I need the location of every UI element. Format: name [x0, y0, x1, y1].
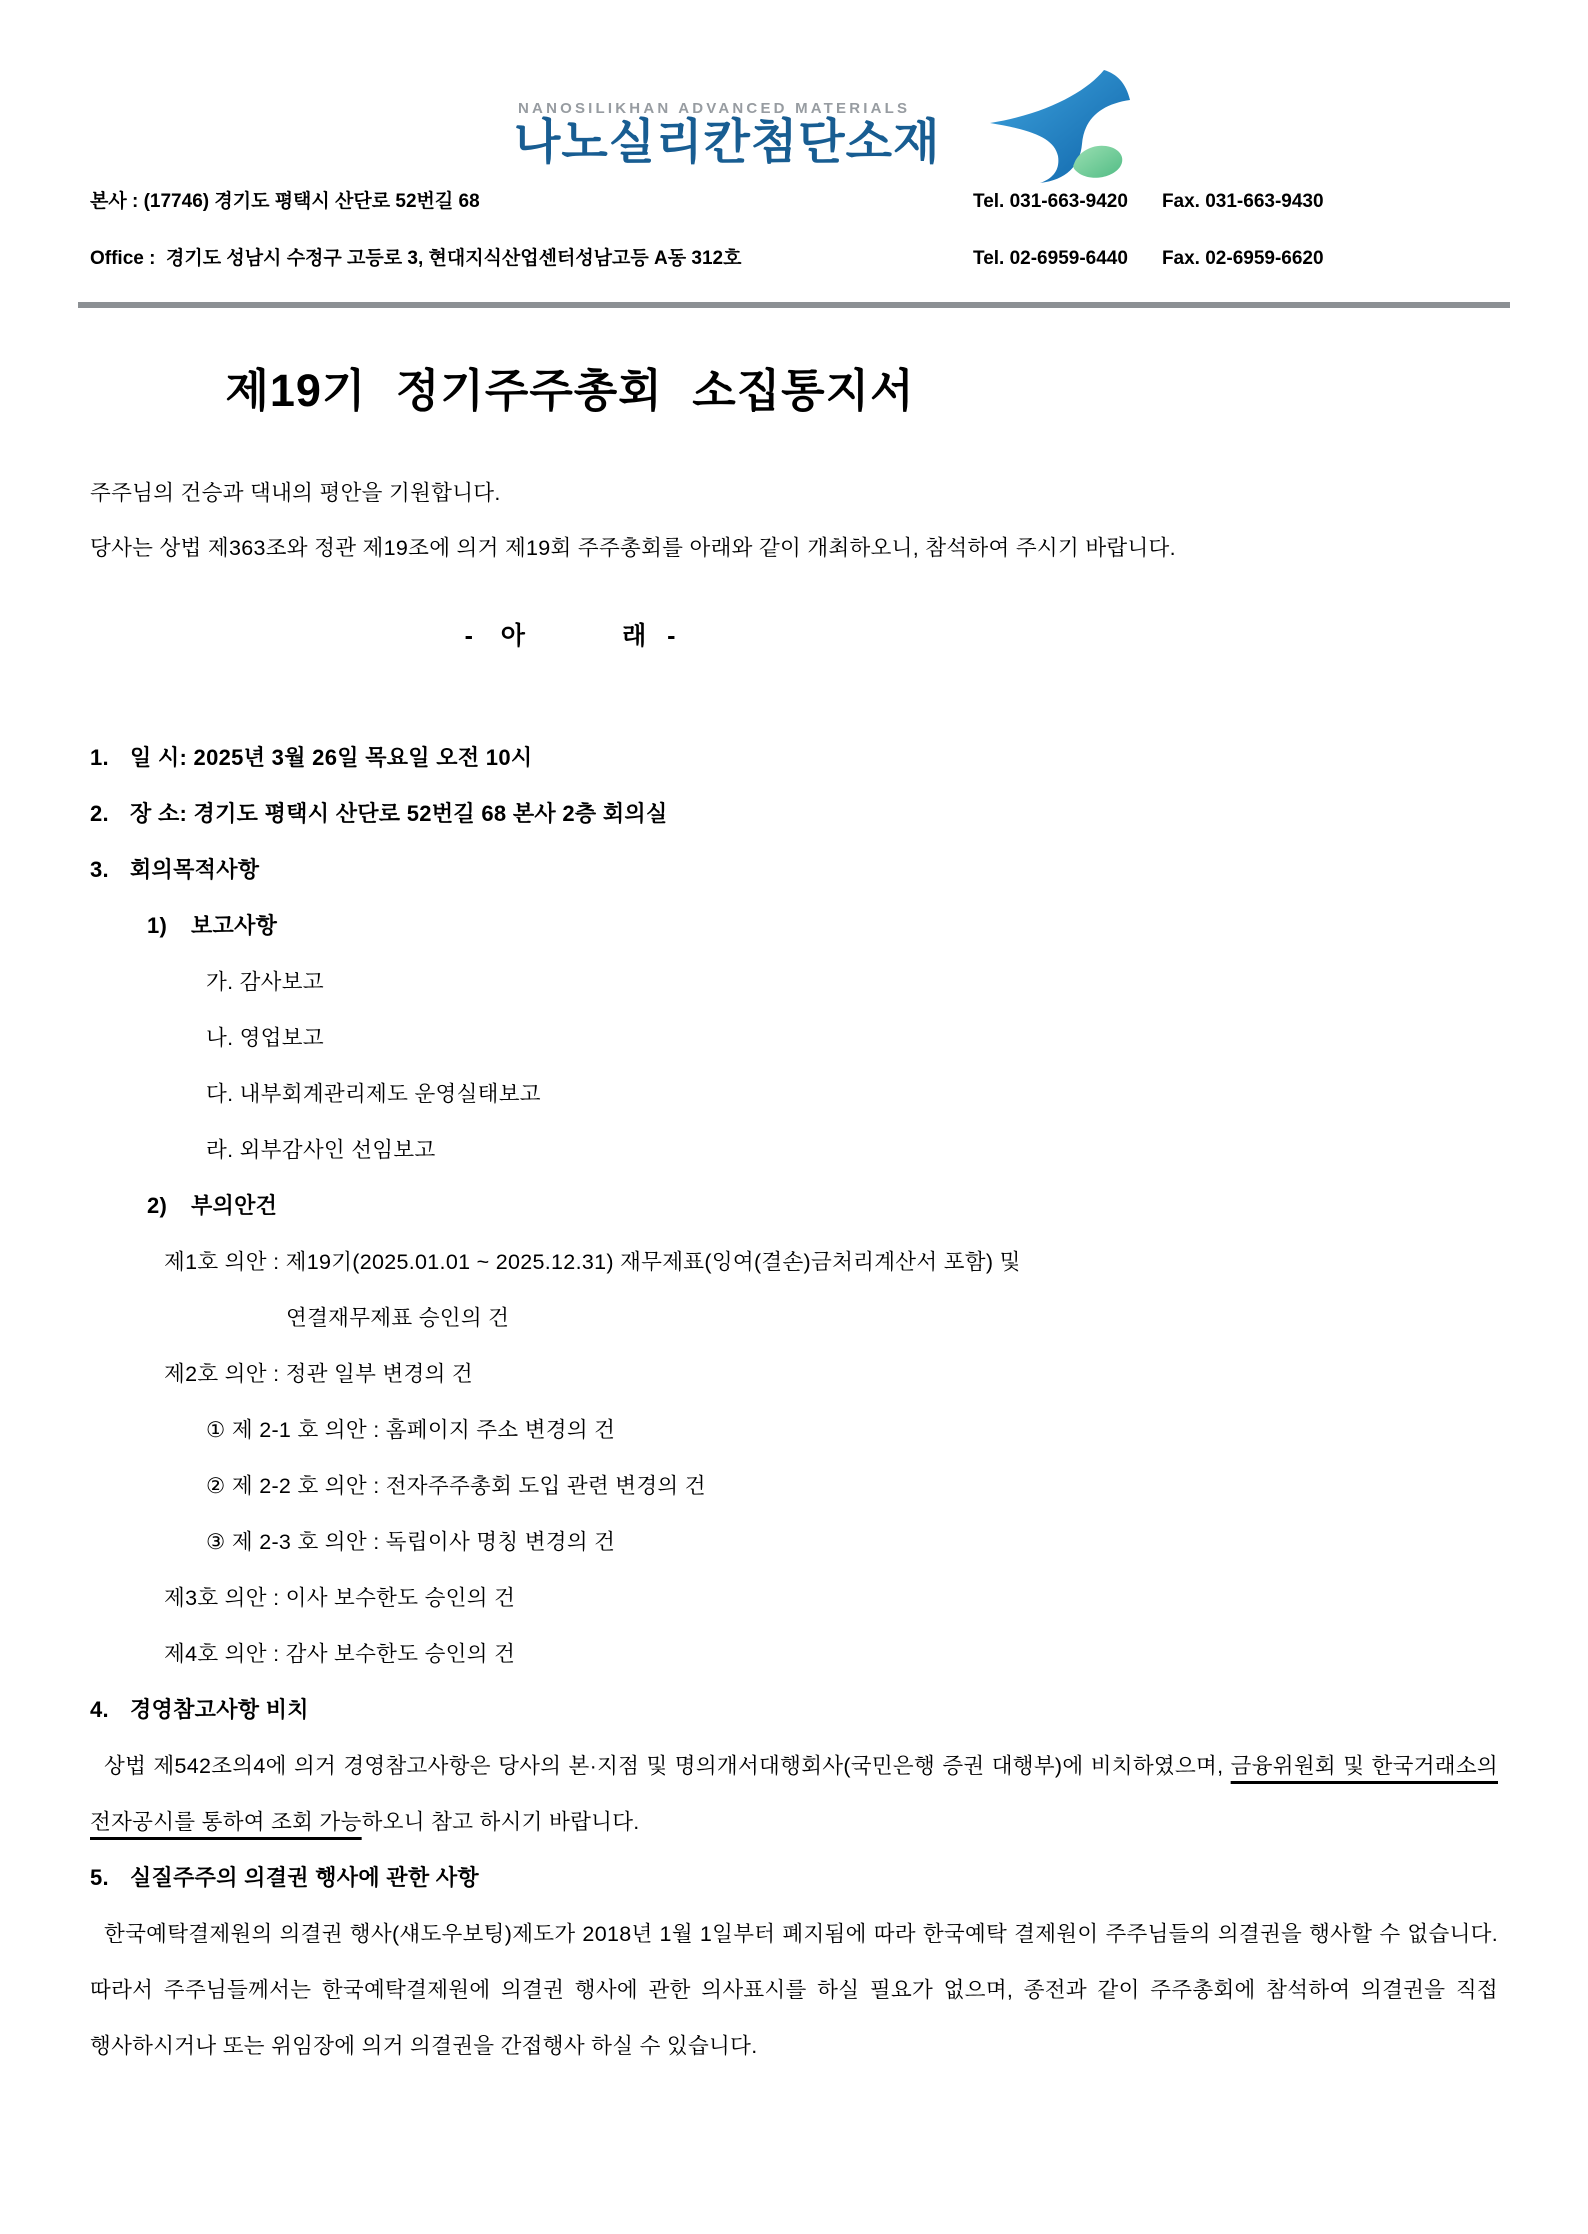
header-divider [78, 302, 1510, 308]
proposal-4: 제4호 의안 : 감사 보수한도 승인의 건 [164, 1641, 516, 1666]
logo-tagline: NANOSILIKHAN ADVANCED MATERIALS [518, 100, 911, 117]
agenda-item-beneficial-shareholders [90, 1850, 1498, 1906]
logo-company-name: 나노실리칸첨단소재 [514, 116, 941, 169]
proposal-1-line-1: 제1호 의안 : 제19기(2025.01.01 ~ 2025.12.31) 재무제표(잉여(결손)금처리계산서 포함) 및 [164, 1249, 1021, 1274]
reference-materials-body [90, 1738, 1498, 1850]
beneficial-shareholders-body: 한국예탁결제원의 의결권 행사(섀도우보팅)제도가 2018년 1월 1일부터 폐지됨에 따라 한국예탁 결제원이 주주님들의 의결권을 행사할 수 없습니다. 따라서 주주님들께서는 한국예탁결제원에 의결권 행사에 관한 의사표시를 하실 필요가 없으며, 종전과 같이 주주총회에 참석하여 의결권을 직접 행사하시거나 또는 위임장에 의거 의결권을 간접행사 하실 수 있습니다. [90, 1921, 1498, 2058]
agenda-item-purpose [90, 842, 1498, 898]
hq-contact [973, 191, 1393, 213]
proposal-2-3: ③ 제 2-3 호 의안 : 독립이사 명칭 변경의 건 [206, 1529, 616, 1554]
item-text: 부의안건 [191, 1192, 278, 1218]
intro-section [90, 466, 1498, 576]
proposal-3: 제3호 의안 : 이사 보수한도 승인의 건 [164, 1585, 516, 1610]
item-text: 실질주주의 의결권 행사에 관한 사항 [130, 1864, 479, 1890]
item-number: 1. [90, 744, 109, 770]
page-title: 제19기 정기주주총회 소집통지서 [225, 364, 915, 416]
logo-swoosh-icon [972, 66, 1142, 186]
report-section-heading [147, 898, 1498, 954]
reference-body-pre: 상법 제542조의4에 의거 경영참고사항은 당사의 본·지점 및 명의개서대행회사(국민은행 증권 대행부)에 비치하였으며, [104, 1753, 1231, 1778]
intro-line-1: 주주님의 건승과 댁내의 평안을 기원합니다. [90, 480, 501, 505]
report-item-audit: 가. 감사보고 [206, 969, 324, 994]
report-item-external-auditor: 라. 외부감사인 선임보고 [206, 1137, 436, 1162]
item-text: 경영참고사항 비치 [130, 1696, 309, 1722]
reference-body-post: 하오니 참고 하시기 바랍니다. [361, 1809, 640, 1834]
item-number: 5. [90, 1864, 109, 1890]
item-number: 2. [90, 800, 109, 826]
item-number: 2) [147, 1192, 168, 1218]
document-body [90, 364, 1498, 2074]
item-number: 4. [90, 1696, 109, 1722]
agenda-list [90, 730, 1498, 2074]
report-item-business: 나. 영업보고 [206, 1025, 324, 1050]
office-contact [973, 248, 1393, 270]
proposal-1-line-2: 연결재무제표 승인의 건 [286, 1305, 510, 1330]
hq-tel: Tel. 031-663-9420 [973, 190, 1128, 212]
item-number: 3. [90, 856, 109, 882]
item-text: 일 시: 2025년 3월 26일 목요일 오전 10시 [130, 744, 533, 770]
item-text: 회의목적사항 [130, 856, 260, 882]
hq-address: 본사 : (17746) 경기도 평택시 산단로 52번길 68 [90, 190, 480, 212]
office-tel: Tel. 02-6959-6440 [973, 247, 1128, 269]
intro-line-2: 당사는 상법 제363조와 정관 제19조에 의거 제19회 주주총회를 아래와 같이 개최하오니, 참석하여 주시기 바랍니다. [90, 535, 1176, 560]
below-heading: - 아 래 - [464, 621, 676, 650]
office-address-row [90, 243, 1498, 270]
office-fax: Fax. 02-6959-6620 [1161, 247, 1324, 269]
proposal-2-2: ② 제 2-2 호 의안 : 전자주주총회 도입 관련 변경의 건 [206, 1473, 706, 1498]
letterhead [90, 100, 1498, 308]
hq-fax: Fax. 031-663-9430 [1161, 190, 1324, 212]
agenda-item-datetime [90, 730, 1498, 786]
report-item-internal-accounting: 다. 내부회계관리제도 운영실태보고 [206, 1081, 541, 1106]
item-text: 보고사항 [191, 912, 278, 938]
agenda-item-reference-materials [90, 1682, 1498, 1738]
reference-body-underlined: 금융위원회 및 한국거래소의 전자공시를 통하여 조회 가능 [90, 1753, 1498, 1834]
item-text: 장 소: 경기도 평택시 산단로 52번길 68 본사 2층 회의실 [130, 800, 668, 826]
company-logo [514, 100, 984, 170]
proposal-2-1: ① 제 2-1 호 의안 : 홈페이지 주소 변경의 건 [206, 1417, 616, 1442]
agenda-item-place [90, 786, 1498, 842]
item-number: 1) [147, 912, 168, 938]
hq-address-row [90, 186, 1498, 213]
office-address: Office : 경기도 성남시 수정구 고등로 3, 현대지식산업센터성남고등 A동 312호 [90, 247, 742, 269]
proposal-2: 제2호 의안 : 정관 일부 변경의 건 [164, 1361, 473, 1386]
proposal-section-heading [147, 1178, 1498, 1234]
